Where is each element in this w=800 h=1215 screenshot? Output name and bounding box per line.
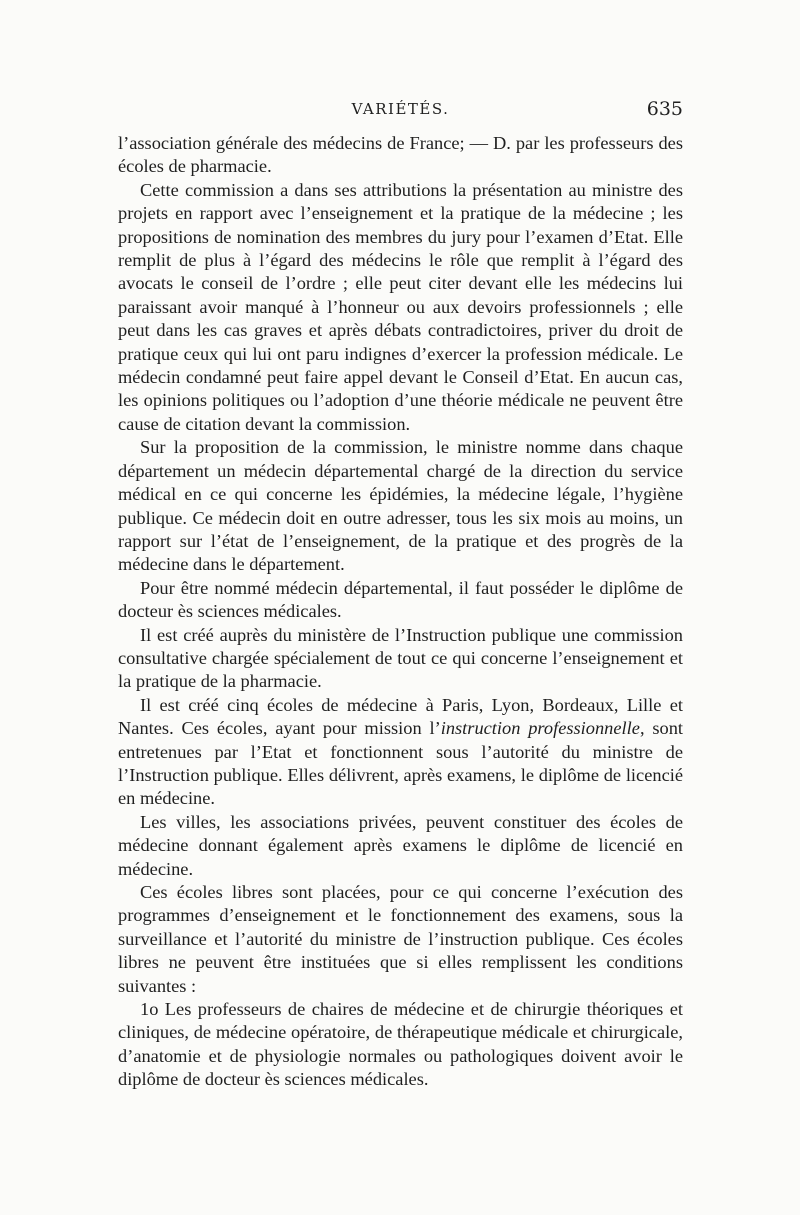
text-segment: , sont entretenues par l’Etat et fonctionnent sous l’autorité du ministre de l’Instruction publique. Elles délivrent, après examens, le diplôme de licencié en médecine.: [118, 718, 684, 809]
section-title: VARIÉTÉS.: [351, 100, 450, 118]
italic-phrase: instruction professionnelle: [440, 718, 640, 739]
paragraph-condition-1: 1o Les professeurs de chaires de médecine et de chirurgie théoriques et cliniques, de médecine opératoire, de thérapeutique médicale et chirurgicale, d’anatomie et de physiologie normales ou pathologiques doivent avoir le diplôme de docteur ès sciences médicales.: [118, 999, 683, 1090]
running-header: [118, 100, 683, 124]
text-segment: Il est créé cinq écoles de médecine à Paris, Lyon, Bordeaux, Lille et Nantes. Ces écoles, ayant pour mission l’: [118, 694, 683, 739]
body-text: [118, 132, 683, 1092]
paragraph-private-schools: Les villes, les associations privées, peuvent constituer des écoles de médecine donnant également après examens le diplôme de licencié en médecine.: [118, 811, 683, 879]
paragraph-five-schools: [118, 694, 683, 811]
paragraph-continuation: l’association générale des médecins de France; — D. par les professeurs des écoles de pharmacie.: [118, 133, 683, 177]
paragraph-pharmacy-commission: Il est créé auprès du ministère de l’Instruction publique une commission consultative chargée spécialement de tout ce qui concerne l’enseignement et la pratique de la pharmacie.: [118, 624, 683, 692]
paragraph-commission-attributions: Cette commission a dans ses attributions la présentation au ministre des projets en rapport avec l’enseignement et la pratique de la médecine ; les propositions de nomination des membres du jury pour l’examen d’Etat. Elle remplit de plus à l’égard des médecins le rôle que remplit à l’égard des avocats le conseil de l’ordre ; elle peut citer devant elle les médecins lui paraissant avoir manqué à l’honneur ou aux devoirs professionnels ; elle peut dans les cas graves et après débats contradictoires, priver du droit de pratique ceux qui lui ont paru indignes d’exercer la profession médicale. Le médecin condamné peut faire appel devant le Conseil d’Etat. En aucun cas, les opinions politiques ou l’adoption d’une théorie médicale ne peuvent être cause de citation devant la commission.: [118, 179, 683, 434]
paragraph-nomination-requirement: Pour être nommé médecin départemental, il faut posséder le diplôme de docteur ès sciences médicales.: [118, 577, 683, 622]
paragraph-departmental-physician: Sur la proposition de la commission, le ministre nomme dans chaque département un médecin départemental chargé de la direction du service médical en ce qui concerne les épidémies, la médecine légale, l’hygiène publique. Ce médecin doit en outre adresser, tous les six mois au moins, un rapport sur l’état de l’enseignement, de la pratique et des progrès de la médecine dans le département.: [118, 437, 683, 575]
page-number: 635: [646, 98, 683, 120]
paragraph-free-schools-conditions: Ces écoles libres sont placées, pour ce qui concerne l’exécution des programmes d’enseignement et le fonctionnement des examens, sous la surveillance et l’autorité du ministre de l’instruction publique. Ces écoles libres ne peuvent être instituées que si elles remplissent les conditions suivantes :: [118, 882, 683, 996]
